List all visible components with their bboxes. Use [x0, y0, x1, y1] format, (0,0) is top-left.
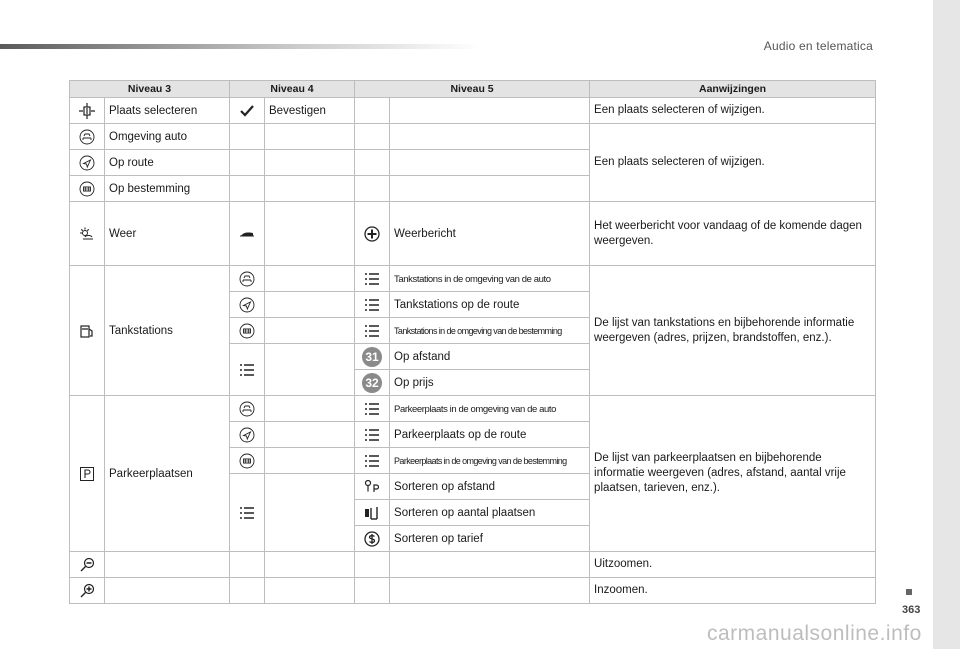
list-icon: [355, 318, 390, 344]
car-surroundings-icon: [230, 396, 265, 422]
table-row: [70, 124, 876, 150]
level5-label: Sorteren op afstand: [390, 474, 590, 500]
plus-circle-icon: [355, 202, 390, 266]
level5-label: Tankstations in de omgeving van de bestemming: [394, 325, 562, 336]
table-row: [70, 266, 876, 292]
weather-detail-icon: [230, 202, 265, 266]
list-icon: [355, 292, 390, 318]
zoom-in-icon: [70, 578, 105, 604]
level5-label: Tankstations in de omgeving van de auto: [394, 273, 551, 285]
row-label: Tankstations: [105, 266, 230, 396]
list-icon: [355, 266, 390, 292]
table-row: [70, 578, 876, 604]
row-label: Op route: [105, 150, 230, 176]
header-niveau-5: Niveau 5: [355, 81, 590, 98]
watermark: carmanualsonline.info: [707, 622, 922, 645]
table-row: [70, 396, 876, 422]
sort-distance-icon: [355, 474, 390, 500]
row-level5: Weerbericht: [390, 202, 590, 266]
settings-table: [69, 80, 876, 604]
list-icon: [355, 448, 390, 474]
header-niveau-3: Niveau 3: [70, 81, 230, 98]
row-label: Plaats selecteren: [105, 98, 230, 124]
level5-label: Op prijs: [390, 370, 590, 396]
fuel-pump-icon: [70, 266, 105, 396]
parking-icon: [70, 396, 105, 552]
row-note: Uitzoomen.: [590, 552, 876, 578]
dollar-icon: [355, 526, 390, 552]
level5-label: Parkeerplaats op de route: [390, 422, 590, 448]
page-sidebar-strip: [933, 0, 960, 649]
map-pin-select-icon: [70, 98, 105, 124]
table-row: [70, 202, 876, 266]
car-surroundings-icon: [70, 124, 105, 150]
level5-label: Sorteren op tarief: [390, 526, 590, 552]
sort-spaces-icon: [355, 500, 390, 526]
table-header-row: [70, 81, 876, 98]
weather-icon: [70, 202, 105, 266]
level5-label: Op afstand: [390, 344, 590, 370]
route-arrow-icon: [230, 292, 265, 318]
table-row: [70, 98, 876, 124]
level5-label: Parkeerplaats in de omgeving van de bestemming: [394, 455, 567, 466]
section-title: Audio en telematica: [763, 39, 873, 53]
table-row: [70, 552, 876, 578]
car-surroundings-icon: [230, 266, 265, 292]
row-label: Op bestemming: [105, 176, 230, 202]
row-label: Parkeerplaatsen: [105, 396, 230, 552]
badge-32: 32: [362, 373, 382, 393]
level5-label: Sorteren op aantal plaatsen: [390, 500, 590, 526]
header-gradient-bar: [0, 44, 480, 49]
header-aanwijzingen: Aanwijzingen: [590, 81, 876, 98]
row-label: Omgeving auto: [105, 124, 230, 150]
row-note: De lijst van parkeerplaatsen en bijbehorende informatie weergeven (adres, afstand, aantal vrije plaatsen, tarieven, enz.).: [590, 396, 876, 552]
list-icon: [230, 344, 265, 396]
route-arrow-icon: [230, 422, 265, 448]
list-icon: [230, 474, 265, 552]
list-icon: [355, 396, 390, 422]
check-icon: [230, 98, 265, 124]
row-level4: Bevestigen: [265, 98, 355, 124]
page-marker: [906, 589, 912, 595]
destination-flag-icon: [230, 318, 265, 344]
row-note: Een plaats selecteren of wijzigen.: [590, 98, 876, 124]
list-icon: [355, 422, 390, 448]
page-number: 363: [902, 604, 921, 616]
level5-label: Parkeerplaats in de omgeving van de auto: [394, 403, 557, 415]
header-niveau-4: Niveau 4: [230, 81, 355, 98]
row-note: Het weerbericht voor vandaag of de komende dagen weergeven.: [590, 202, 876, 266]
row-note: Inzoomen.: [590, 578, 876, 604]
badge-31: 31: [362, 347, 382, 367]
destination-flag-icon: [70, 176, 105, 202]
destination-flag-icon: [230, 448, 265, 474]
row-note: De lijst van tankstations en bijbehorende informatie weergeven (adres, prijzen, brandstoffen, enz.).: [590, 266, 876, 396]
route-arrow-icon: [70, 150, 105, 176]
zoom-out-icon: [70, 552, 105, 578]
row-label: Weer: [105, 202, 230, 266]
row-note: Een plaats selecteren of wijzigen.: [590, 124, 876, 202]
level5-label: Tankstations op de route: [390, 292, 590, 318]
